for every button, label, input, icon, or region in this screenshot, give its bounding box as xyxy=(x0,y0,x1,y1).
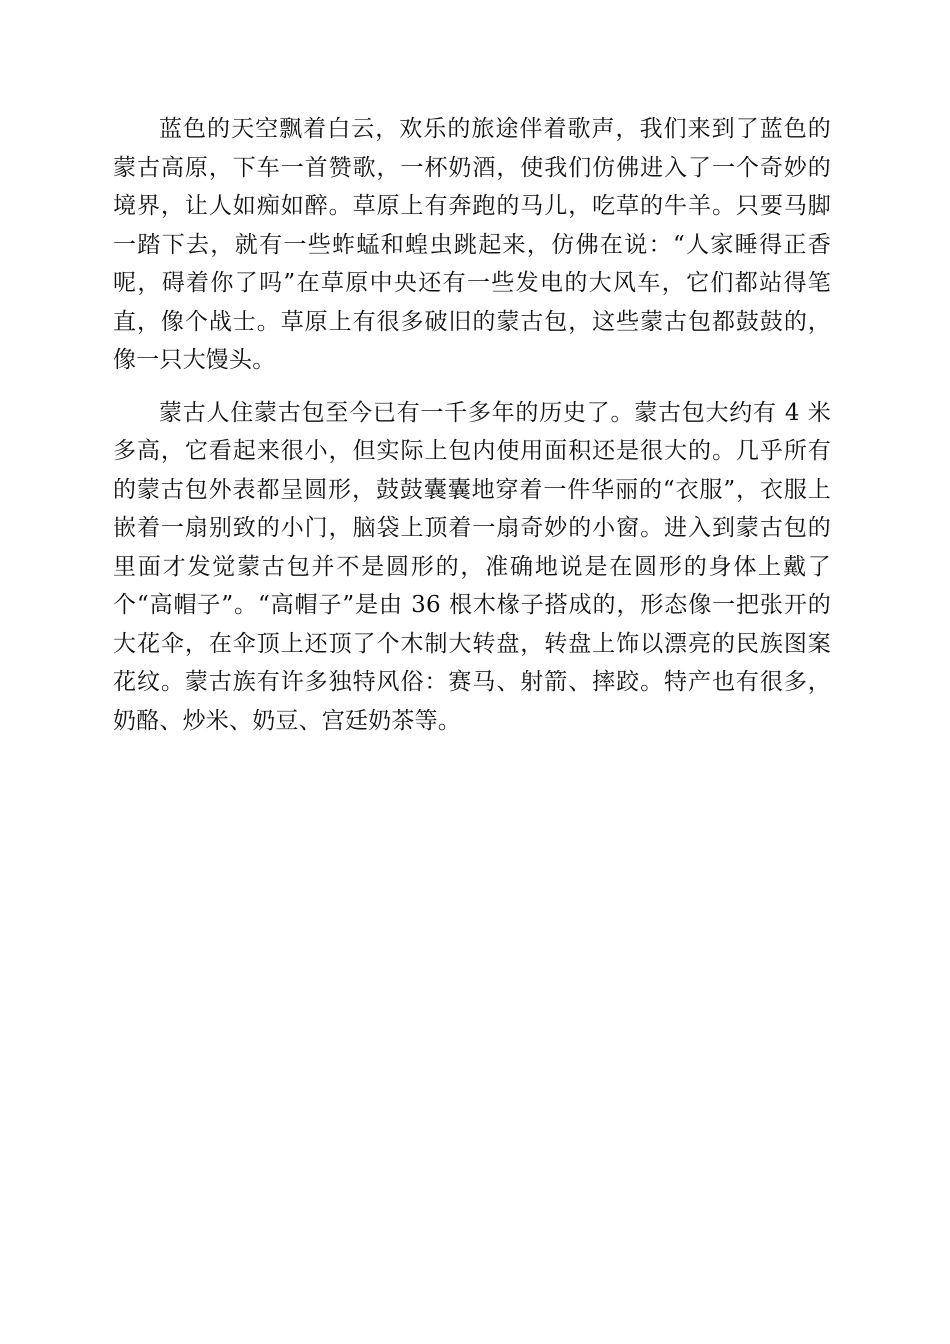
paragraph-grassland: 蓝色的天空飘着白云，欢乐的旅途伴着歌声，我们来到了蓝色的蒙古高原，下车一首赞歌，一杯奶酒，使我们仿佛进入了一个奇妙的境界，让人如痴如醉。草原上有奔跑的马儿，吃草的牛羊。只要马脚一踏下去，就有一些蚱蜢和蝗虫跳起来，仿佛在说：“人家睡得正香呢，碍着你了吗”在草原中央还有一些发电的大风车，它们都站得笔直，像个战士。草原上有很多破旧的蒙古包，这些蒙古包都鼓鼓的，像一只大馒头。 xyxy=(113,116,831,373)
paragraph-yurt: 蒙古人住蒙古包至今已有一千多年的历史了。蒙古包大约有 4 米多高，它看起来很小，但实际上包内使用面积还是很大的。几乎所有的蒙古包外表都呈圆形，鼓鼓囊囊地穿着一件华丽的“衣服”，衣服上嵌着一扇别致的小门，脑袋上顶着一扇奇妙的小窗。进入到蒙古包的里面才发觉蒙古包并不是圆形的，准确地说是在圆形的身体上戴了个“高帽子”。“高帽子”是由 36 根木椽子搭成的，形态像一把张开的大花伞，在伞顶上还顶了个木制大转盘，转盘上饰以漂亮的民族图案花纹。蒙古族有许多独特风俗：赛马、射箭、摔跤。特产也有很多，奶酪、炒米、奶豆、宫廷奶茶等。 xyxy=(113,399,831,734)
document-body xyxy=(113,110,831,754)
